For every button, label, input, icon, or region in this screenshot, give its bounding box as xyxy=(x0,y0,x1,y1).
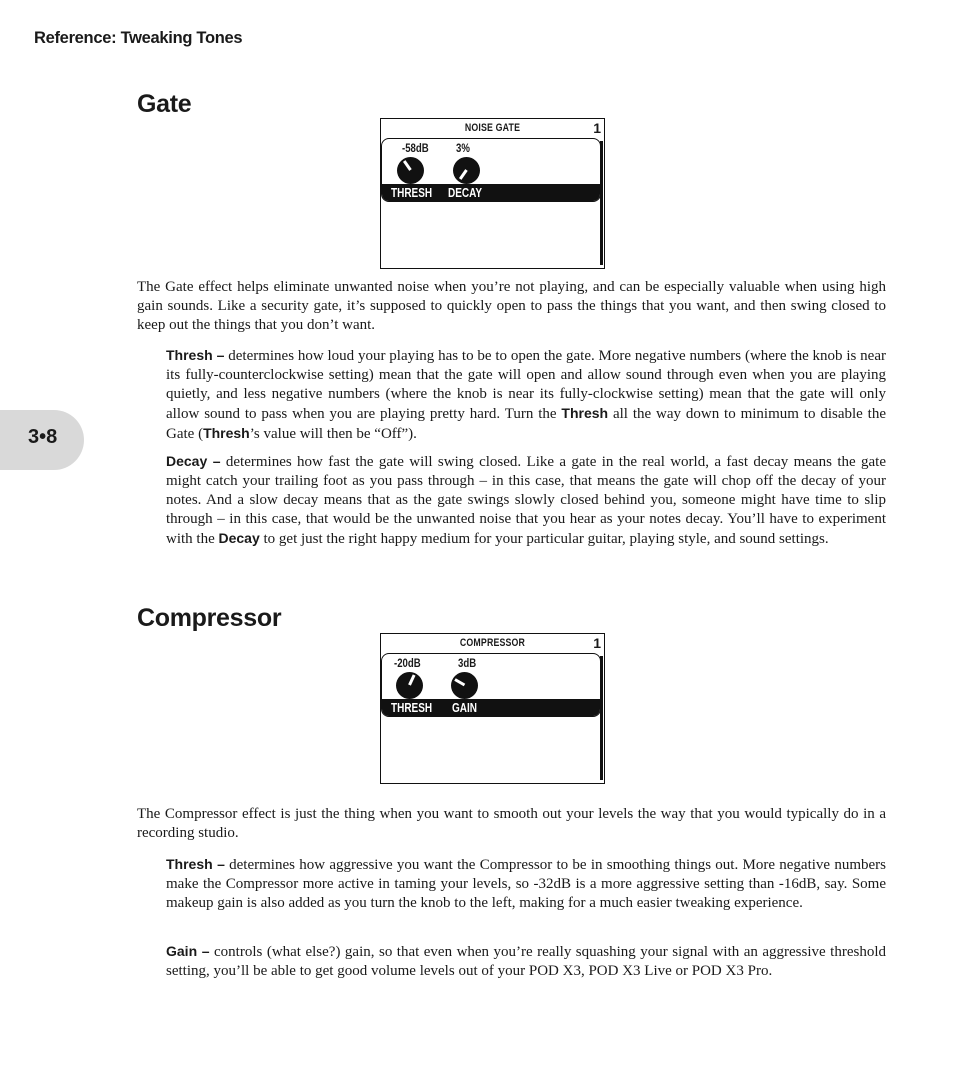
thresh-label: THRESH xyxy=(391,701,433,715)
compressor-screen xyxy=(380,633,605,784)
thresh-knob xyxy=(396,672,423,699)
term-decay: Decay – xyxy=(166,453,221,469)
term-thresh: Thresh – xyxy=(166,347,225,363)
running-header: Reference: Tweaking Tones xyxy=(34,29,243,47)
compressor-gain-description xyxy=(166,942,886,981)
decay-text-1: determines how fast the gate will swing closed. Like a gate in the real world, a fast decay means the gate might catch your trailing foot as you pass through – in this case, that means the gate will chop off the decay of your notes. And a slow decay means that as the gate swings slowly closed behind you, someone might have time to slip through – in this case, that would be the unwanted noise that you hear as your notes decay. You’ll have to experiment with the xyxy=(166,454,886,547)
noise-gate-screen xyxy=(380,118,605,269)
screen-slot-number: 1 xyxy=(593,635,601,651)
term-thresh-inline: Thresh xyxy=(561,405,609,421)
term-thresh-inline-2: Thresh xyxy=(203,425,250,441)
gain-value: 3dB xyxy=(458,656,477,670)
decay-label: DECAY xyxy=(448,186,483,200)
screen-slot-number: 1 xyxy=(593,120,601,136)
gain-text: controls (what else?) gain, so that even when you’re really squashing your signal with an aggressive threshold setting, you’ll be able to get good volume levels out of your POD X3, POD X3 Live or POD X3 Pro. xyxy=(166,944,886,979)
compressor-heading: Compressor xyxy=(137,604,282,632)
gate-heading: Gate xyxy=(137,90,192,118)
thresh-text-1: determines how loud your playing has to be to open the gate. More negative numbers (where the knob is near its fully-counterclockwise setting) mean that the gate will open and allow sound through even when you are playing quietly, and less negative numbers (where the knob is near its fully-clockwise setting) mean that the gate will only allow sound to pass when you are playing pretty hard. Turn the xyxy=(166,348,886,422)
compressor-thresh-description xyxy=(166,855,886,913)
thresh-value: -20dB xyxy=(394,656,421,670)
decay-value: 3% xyxy=(456,141,470,155)
gate-thresh-description xyxy=(166,346,886,444)
thresh-text-2: all the way down to minimum to disable the Gate ( xyxy=(166,406,886,442)
screen-scrollbar xyxy=(600,656,603,780)
thresh-knob xyxy=(397,157,424,184)
compressor-intro: The Compressor effect is just the thing when you want to smooth out your levels the way that you would typically do in a recording studio. xyxy=(137,806,886,841)
knob-label-bar xyxy=(382,699,600,716)
gain-label: GAIN xyxy=(452,701,477,715)
screen-title: COMPRESSOR xyxy=(459,637,526,649)
knob-panel xyxy=(381,138,601,202)
comp-thresh-text: determines how aggressive you want the Compressor to be in smoothing things out. More negative numbers make the Compressor more active in taming your levels, so -32dB is a more aggressive setting than -16dB, say. Some makeup gain is also added as you turn the knob to the left, making for a much easier tweaking experience. xyxy=(166,857,886,911)
knob-panel xyxy=(381,653,601,717)
decay-text-2: to get just the right happy medium for your particular guitar, playing style, and sound settings. xyxy=(259,531,829,547)
term-gain: Gain – xyxy=(166,943,210,959)
page-number: 3•8 xyxy=(28,426,58,448)
knob-label-bar xyxy=(382,184,600,201)
screen-title: NOISE GATE xyxy=(464,122,521,134)
decay-knob xyxy=(453,157,480,184)
gate-decay-description xyxy=(166,452,886,549)
thresh-value: -58dB xyxy=(402,141,429,155)
thresh-label: THRESH xyxy=(391,186,433,200)
gain-knob xyxy=(451,672,478,699)
thresh-text-3: ’s value will then be “Off”). xyxy=(249,426,417,442)
term-thresh: Thresh – xyxy=(166,856,225,872)
screen-scrollbar xyxy=(600,141,603,265)
term-decay-inline: Decay xyxy=(218,530,260,546)
gate-intro: The Gate effect helps eliminate unwanted noise when you’re not playing, and can be especially valuable when using high gain sounds. Like a security gate, it’s supposed to quickly open to pass the things that you want, and then swing closed to keep out the things that you don’t want. xyxy=(137,279,886,333)
